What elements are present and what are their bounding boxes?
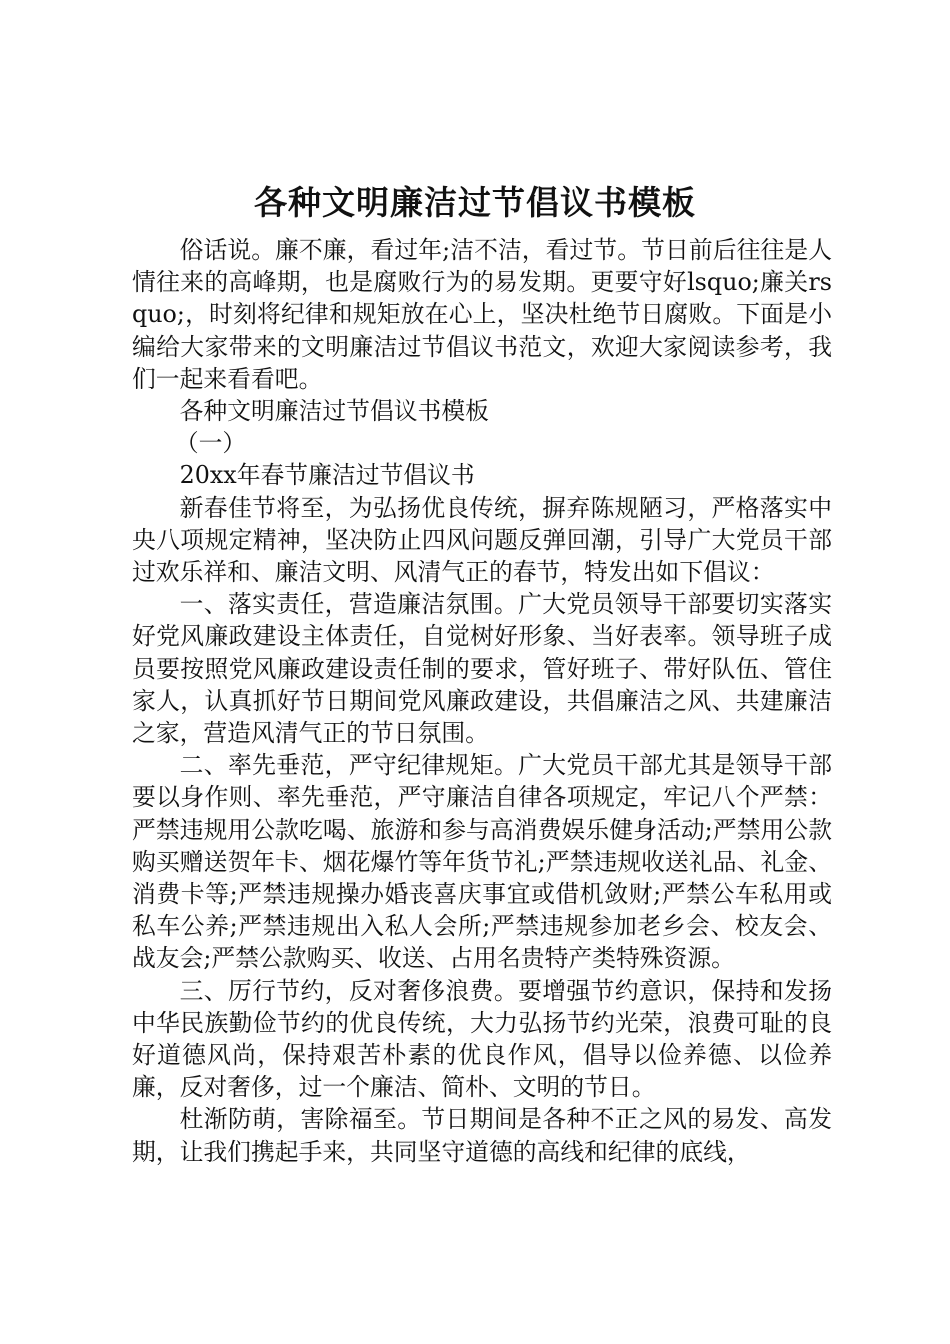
section-number: （一） [174,429,247,458]
proposal-paragraph: 一、落实责任，营造廉洁氛围。广大党员领导干部要切实落实好党风廉政建设主体责任，自觉树好形象、当好表率。领导班子成员要按照党风廉政建设责任制的要求，管好班子、带好队伍、管住家人，认真抓好节日期间党风廉政建设，共倡廉洁之风、共建廉洁之家，营造风清气正的节日氛围。 [132,590,832,748]
intro-paragraph: 俗话说。廉不廉，看过年;洁不洁，看过节。节日前后往往是人情往来的高峰期，也是腐败行为的易发期。更要守好lsquo;廉关rsquo;，时刻将纪律和规矩放在心上，坚决杜绝节日腐败。下面是小编给大家带来的文明廉洁过节倡议书范文，欢迎大家阅读参考，我们一起来看看吧。 [132,236,832,393]
document-body [132,234,832,1168]
proposal-paragraph: 二、率先垂范，严守纪律规矩。广大党员干部尤其是领导干部要以身作则、率先垂范，严守廉洁自律各项规定，牢记八个严禁：严禁违规用公款吃喝、旅游和参与高消费娱乐健身活动;严禁用公款购买赠送贺年卡、烟花爆竹等年货节礼;严禁违规收送礼品、礼金、消费卡等;严禁违规操办婚丧喜庆事宜或借机敛财;严禁公车私用或私车公养;严禁违规出入私人会所;严禁违规参加老乡会、校友会、战友会;严禁公款购买、收送、占用名贵特产类特殊资源。 [132,751,832,973]
proposal-paragraph: 新春佳节将至，为弘扬优良传统，摒弃陈规陋习，严格落实中央八项规定精神，坚决防止四风问题反弹回潮，引导广大党员干部过欢乐祥和、廉洁文明、风清气正的春节，特发出如下倡议： [132,493,832,587]
document-title: 各种文明廉洁过节倡议书模板 [254,183,696,222]
section-heading: 各种文明廉洁过节倡议书模板 [179,397,489,426]
proposal-paragraph: 杜渐防萌，害除福至。节日期间是各种不正之风的易发、高发期，让我们携起手来，共同坚守道德的高线和纪律的底线， [132,1105,832,1166]
proposal-title: 20xx年春节廉洁过节倡议书 [179,461,475,490]
proposal-paragraph: 三、厉行节约，反对奢侈浪费。要增强节约意识，保持和发扬中华民族勤俭节约的优良传统，大力弘扬节约光荣，浪费可耻的良好道德风尚，保持艰苦朴素的优良作风，倡导以俭养德、以俭养廉，反对奢侈，过一个廉洁、简朴、文明的节日。 [132,976,832,1102]
